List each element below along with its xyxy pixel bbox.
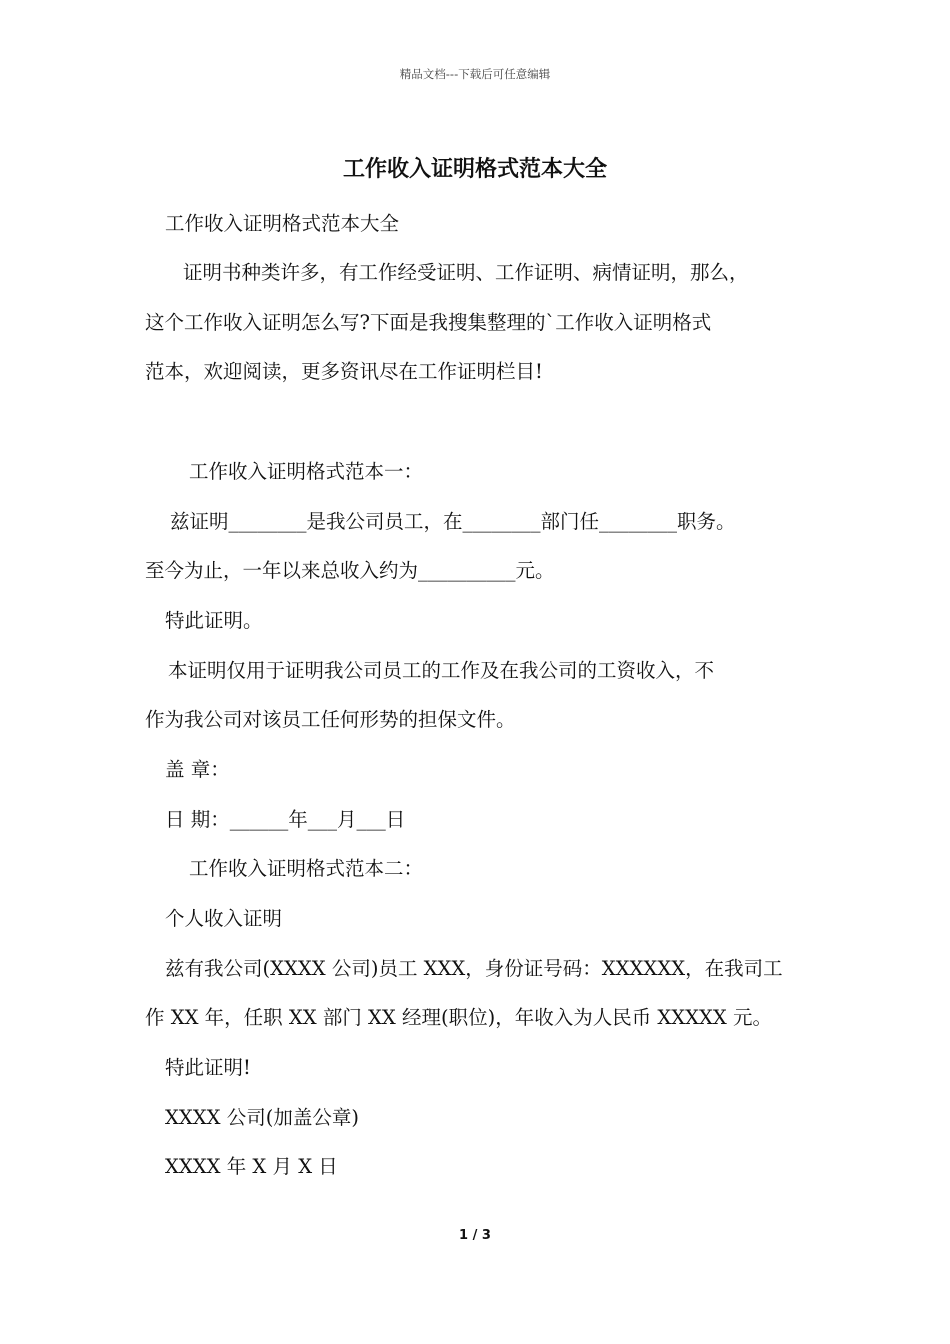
template-one-disclaimer-line-1: 本证明仅用于证明我公司员工的工作及在我公司的工资收入，不 [168, 659, 715, 682]
intro-paragraph-line-2: 这个工作收入证明怎么写?下面是我搜集整理的`工作收入证明格式 [145, 311, 712, 334]
template-one-seal-line: 盖 章： [165, 758, 230, 781]
template-two-company-seal: XXXX 公司(加盖公章) [165, 1106, 359, 1129]
template-two-body-line-1: 兹有我公司(XXXX 公司)员工 XXX，身份证号码：XXXXXX，在我司工 [165, 957, 783, 980]
template-two-body-line-2: 作 XX 年，任职 XX 部门 XX 经理(职位)，年收入为人民币 XXXXX 元。 [145, 1006, 773, 1029]
template-one-disclaimer-line-2: 作为我公司对该员工任何形势的担保文件。 [145, 708, 516, 731]
page-indicator: 1 / 3 [459, 1228, 491, 1243]
template-one-date-line: 日 期：______年___月___日 [165, 808, 406, 831]
template-two-subtitle: 个人收入证明 [165, 907, 283, 930]
template-two-certify: 特此证明! [165, 1056, 251, 1079]
intro-paragraph-line-1: 证明书种类许多，有工作经受证明、工作证明、病情证明，那么， [183, 261, 749, 284]
template-one-body-line-1: 兹证明________是我公司员工，在________部门任________职务。 [170, 510, 736, 533]
template-one-body-line-2: 至今为止，一年以来总收入约为__________元。 [145, 559, 555, 582]
document-title: 工作收入证明格式范本大全 [342, 156, 607, 182]
template-one-certify: 特此证明。 [165, 609, 263, 632]
intro-paragraph-line-3: 范本，欢迎阅读，更多资讯尽在工作证明栏目! [145, 360, 543, 383]
template-two-heading: 工作收入证明格式范本二： [189, 857, 424, 880]
page-header-note: 精品文档---下载后可任意编辑 [399, 67, 551, 81]
intro-heading: 工作收入证明格式范本大全 [165, 212, 400, 235]
template-two-date: XXXX 年 X 月 X 日 [165, 1155, 338, 1178]
template-one-heading: 工作收入证明格式范本一： [189, 460, 424, 483]
